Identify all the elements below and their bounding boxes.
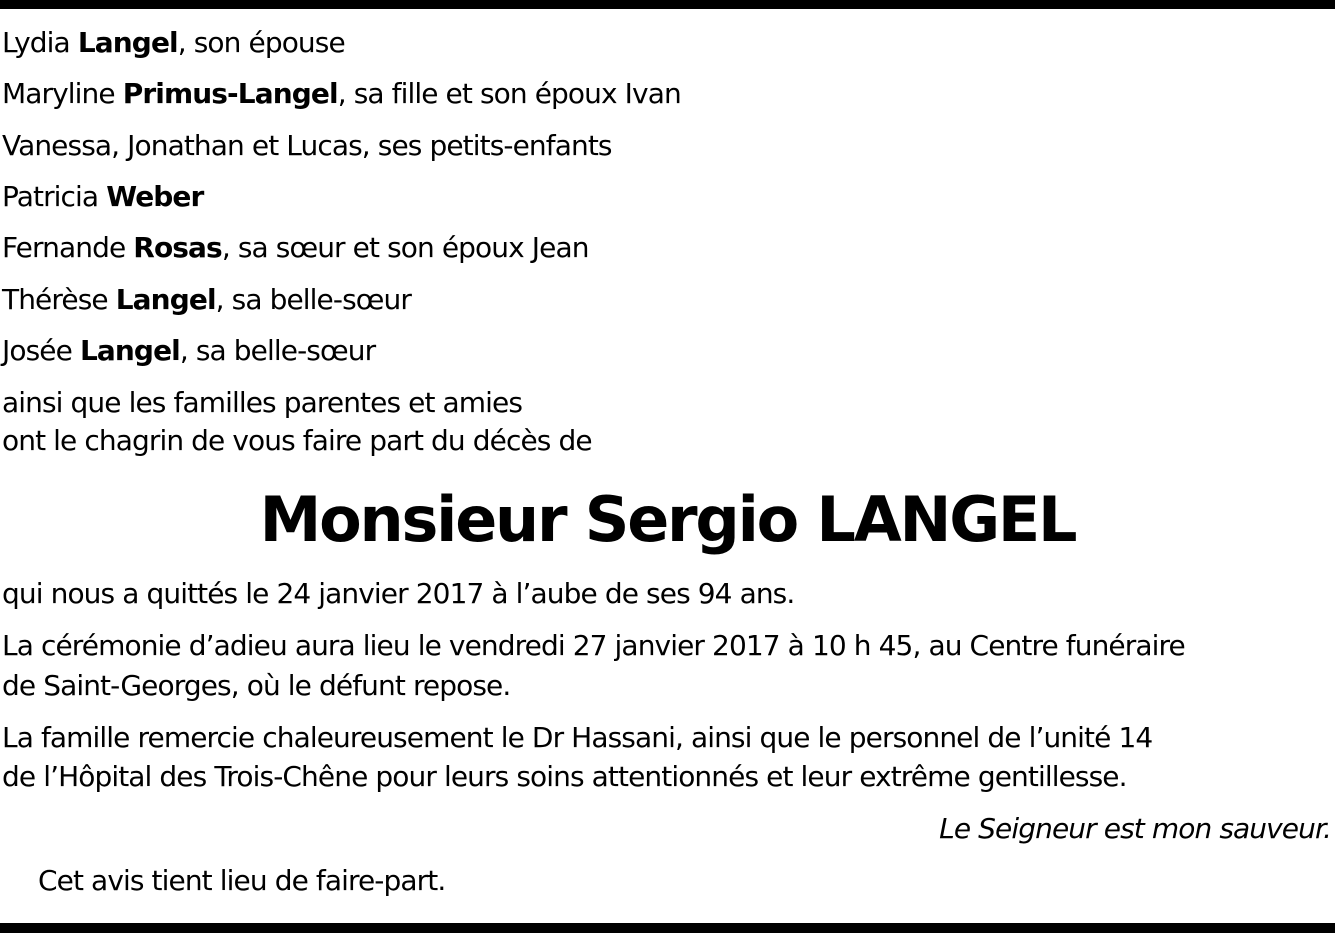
ceremony-line: de Saint-Georges, où le défunt repose. <box>2 669 511 702</box>
thanks-line: de l’Hôpital des Trois-Chêne pour leurs soins attentionnés et leur extrême gentillesse. <box>2 760 1127 793</box>
surname: Weber <box>106 180 204 213</box>
family-line <box>2 129 612 163</box>
family-line <box>2 231 589 265</box>
surname: Langel <box>79 334 180 367</box>
first-name: Fernande <box>2 231 126 264</box>
relation: , sa belle-sœur <box>179 334 376 367</box>
surname: Langel <box>77 26 178 59</box>
first-name: Patricia <box>2 180 99 213</box>
first-name: Lydia <box>2 26 70 59</box>
first-name: Josée <box>2 334 72 367</box>
family-line <box>2 283 411 317</box>
surname: Rosas <box>133 231 222 264</box>
bottom-rule <box>0 923 1335 933</box>
surname: Primus-Langel <box>122 77 338 110</box>
closing-text: Cet avis tient lieu de faire-part. <box>38 864 446 897</box>
deceased-name: Monsieur Sergio LANGEL <box>259 483 1076 556</box>
passing-text: qui nous a quittés le 24 janvier 2017 à l’aube de ses 94 ans. <box>2 577 795 610</box>
family-line <box>2 26 345 60</box>
first-name: Maryline <box>2 77 115 110</box>
family-line <box>2 334 375 368</box>
family-line <box>2 180 203 214</box>
verse-text: Le Seigneur est mon sauveur. <box>939 812 1331 845</box>
surname: Langel <box>115 283 216 316</box>
ceremony-line: La cérémonie d’adieu aura lieu le vendredi 27 janvier 2017 à 10 h 45, au Centre funéraire <box>2 629 1185 662</box>
thanks-line: La famille remercie chaleureusement le Dr Hassani, ainsi que le personnel de l’unité 14 <box>2 721 1153 754</box>
intro-line: ainsi que les familles parentes et amies <box>2 386 523 419</box>
relation: , sa belle-sœur <box>215 283 411 316</box>
intro-line: ont le chagrin de vous faire part du décès de <box>2 424 592 457</box>
relation: , son épouse <box>177 26 345 59</box>
relation: , sa fille et son époux Ivan <box>337 77 681 110</box>
first-name: Thérèse <box>2 283 108 316</box>
family-line <box>2 77 681 111</box>
relation: , sa sœur et son époux Jean <box>221 231 589 264</box>
first-name: Vanessa, Jonathan et Lucas, ses petits-enfants <box>2 129 612 162</box>
top-rule <box>0 0 1335 9</box>
